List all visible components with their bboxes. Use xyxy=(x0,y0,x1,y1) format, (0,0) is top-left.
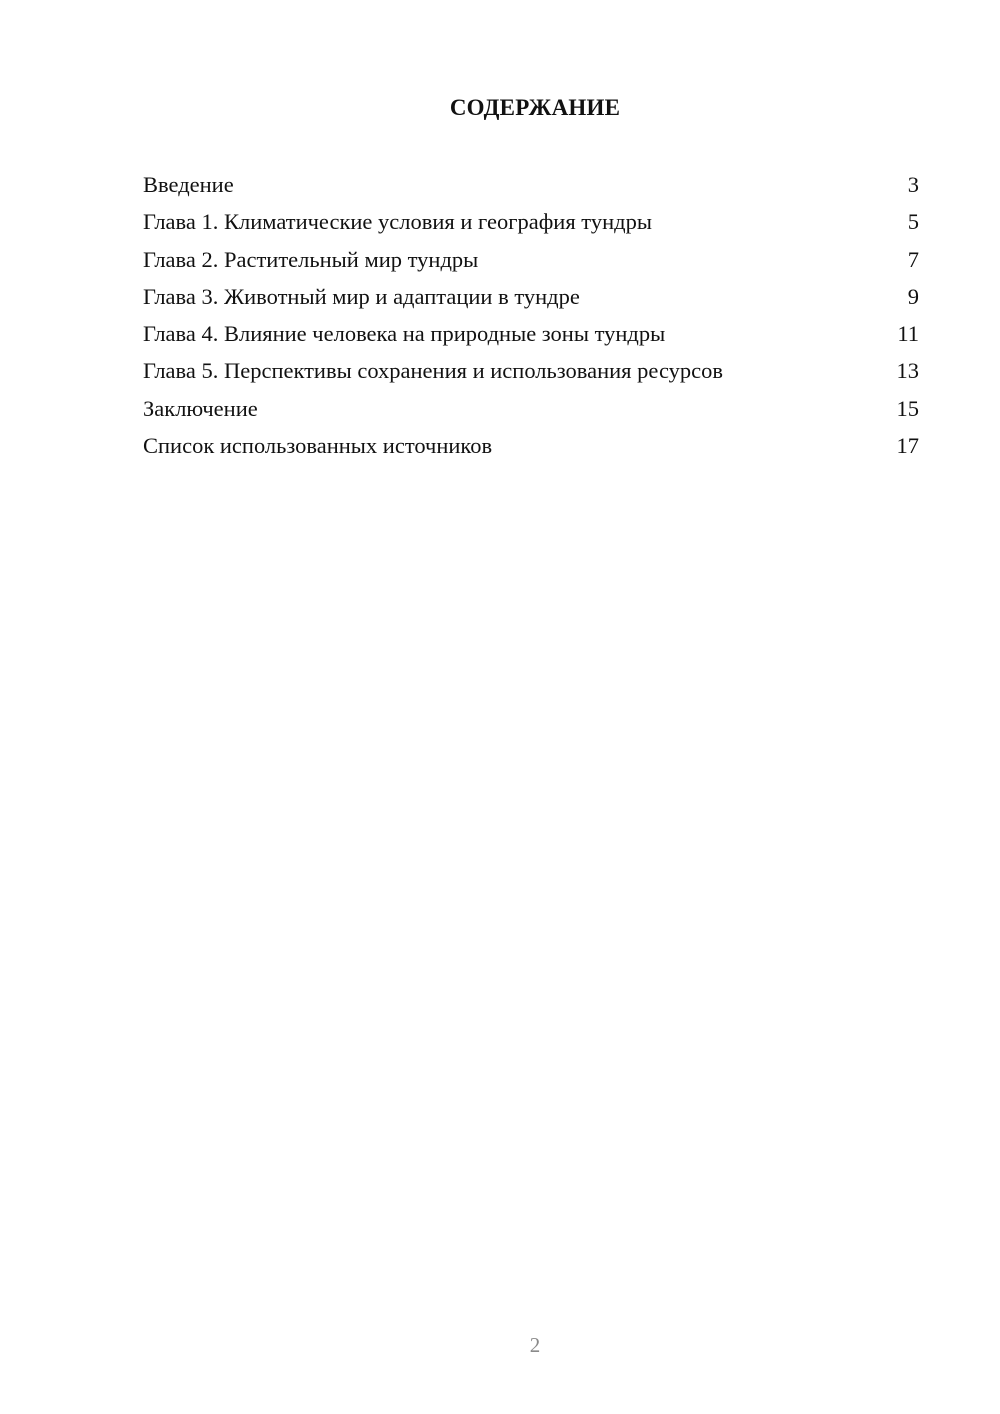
toc-entry-page: 5 xyxy=(907,209,919,235)
toc-entry-label: Глава 2. Растительный мир тундры xyxy=(143,246,479,272)
toc-entry-page: 3 xyxy=(907,172,919,197)
toc-entry-page: 13 xyxy=(896,358,919,384)
page-number: 2 xyxy=(529,1333,541,1357)
page-title: СОДЕРЖАНИЕ xyxy=(449,95,621,120)
toc-entry-label: Список использованных источников xyxy=(143,433,493,459)
toc-entry-page: 15 xyxy=(896,395,919,421)
table-of-contents xyxy=(143,170,919,468)
toc-entry-page: 9 xyxy=(907,283,919,309)
toc-entry-label: Глава 3. Животный мир и адаптации в тундре xyxy=(143,283,580,309)
toc-entry-introduction[interactable] xyxy=(143,170,919,207)
toc-entry-references[interactable] xyxy=(143,431,919,468)
toc-entry-label: Введение xyxy=(143,172,234,197)
toc-entry-page: 11 xyxy=(897,321,919,347)
toc-entry-chapter-1[interactable] xyxy=(143,207,919,244)
toc-entry-label: Заключение xyxy=(143,395,258,421)
toc-entry-page: 17 xyxy=(896,433,919,459)
toc-entry-label: Глава 5. Перспективы сохранения и использования ресурсов xyxy=(143,358,723,384)
toc-entry-chapter-4[interactable] xyxy=(143,319,919,356)
toc-entry-label: Глава 4. Влияние человека на природные зоны тундры xyxy=(143,321,666,347)
toc-entry-conclusion[interactable] xyxy=(143,394,919,431)
toc-entry-chapter-2[interactable] xyxy=(143,245,919,282)
toc-entry-label: Глава 1. Климатические условия и география тундры xyxy=(143,209,652,235)
toc-entry-page: 7 xyxy=(907,246,919,272)
toc-entry-chapter-5[interactable] xyxy=(143,356,919,393)
toc-entry-chapter-3[interactable] xyxy=(143,282,919,319)
